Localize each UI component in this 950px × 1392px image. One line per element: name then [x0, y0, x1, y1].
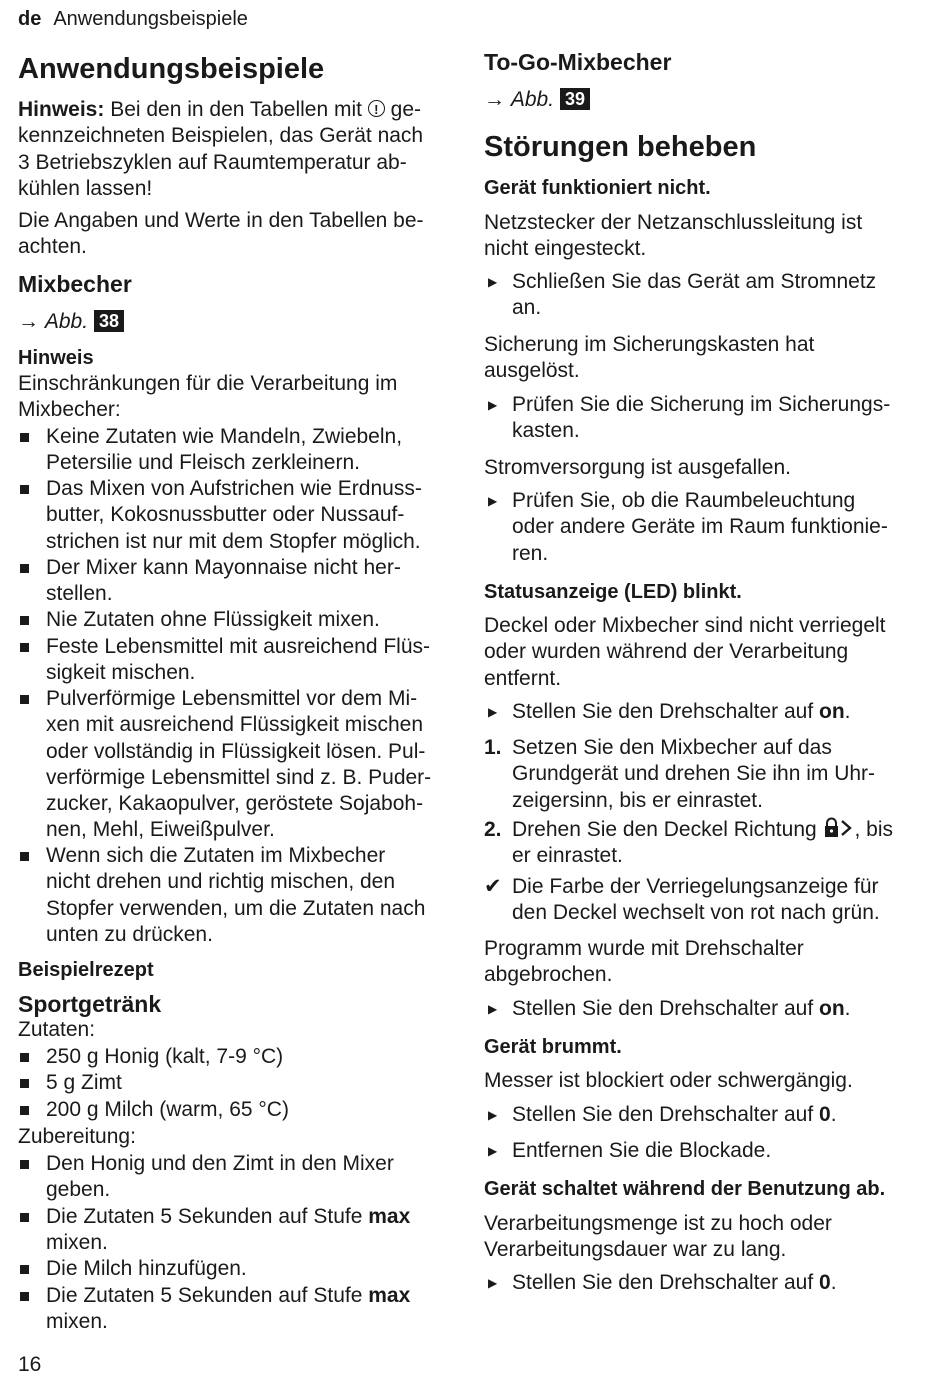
figure-number-badge: 38 [94, 310, 124, 332]
action-text: Stellen Sie den Drehschalter auf [512, 1103, 820, 1126]
list-item [18, 843, 476, 948]
list-item-text: Der Mixer kann Mayonnaise nicht her- stellen. [46, 556, 401, 606]
square-bullet-icon [20, 433, 29, 442]
action-item [484, 1270, 942, 1296]
action-text: Prüfen Sie, ob die Raumbeleuchtung oder andere Geräte im Raum funktionie- ren. [512, 489, 888, 565]
switch-setting: on [819, 997, 845, 1020]
switch-setting: on [819, 700, 845, 723]
switch-setting: 0 [819, 1271, 831, 1294]
ingredient-item [18, 1070, 476, 1096]
ingredients-label: Zutaten: [18, 1018, 96, 1041]
step-text-end: mixen. [46, 1231, 108, 1255]
numbered-step [484, 735, 942, 814]
square-bullet-icon [20, 852, 29, 861]
action-item [484, 1102, 942, 1128]
list-item [18, 424, 476, 477]
preparation-label: Zubereitung: [18, 1125, 136, 1148]
square-bullet-icon [20, 643, 29, 652]
ingredient-text: 5 g Zimt [46, 1071, 122, 1094]
triangle-bullet-icon: ▶ [488, 705, 498, 719]
result-item [484, 874, 942, 927]
square-bullet-icon [20, 1106, 29, 1115]
action-text: Schließen Sie das Gerät am Stromnetz an. [512, 270, 877, 320]
triangle-bullet-icon: ▶ [488, 1144, 498, 1158]
action-item [484, 269, 942, 322]
preparation-step [18, 1283, 476, 1336]
action-text: Stellen Sie den Drehschalter auf [512, 1271, 820, 1294]
list-item [18, 555, 476, 608]
list-item [18, 476, 476, 555]
list-item-text: Das Mixen von Aufstrichen wie Erdnuss- butter, Kokosnussbutter oder Nussauf- strichen ist nur mit dem Stopfer möglich. [46, 477, 422, 553]
step-text-end: mixen. [46, 1310, 108, 1334]
cause-text: Programm wurde mit Drehschalter abgebrochen. [484, 937, 804, 987]
ingredient-item [18, 1097, 476, 1123]
cause-text: Stromversorgung ist ausgefallen. [484, 456, 791, 479]
hinweis-heading: Hinweis [18, 347, 94, 369]
action-item [484, 488, 942, 567]
action-text-end: . [830, 1103, 837, 1126]
sport-drink-heading: Sportgetränk [18, 991, 162, 1017]
cause-text: Messer ist blockiert oder schwergängig. [484, 1069, 853, 1092]
action-text-end: . [830, 1271, 837, 1294]
step-text: Drehen Sie den Deckel Richtung [512, 818, 823, 841]
troubleshooting-heading: Störungen beheben [484, 131, 757, 163]
figure-ref-label: Abb. [44, 310, 89, 333]
square-bullet-icon [20, 616, 29, 625]
cause-text: Deckel oder Mixbecher sind nicht verriegelt oder wurden während der Verarbeitung entfernt. [484, 614, 886, 690]
language-code: de [18, 8, 42, 30]
list-item-text: Pulverförmige Lebensmittel vor dem Mi- xen mit ausreichend Flüssigkeit mischen oder vollständig in Flüssigkeit lösen. Pul- verförmige Lebensmittel sind z. B. Puder- zucker, Kakaopulver, geröstete Sojaboh- nen, Mehl, Eiweißpulver. [46, 687, 432, 842]
note-text-end: ge- [384, 98, 422, 121]
figure-reference-38 [18, 309, 124, 335]
figure-ref-label: Abb. [510, 88, 555, 111]
action-text: Prüfen Sie die Sicherung im Sicherungs- kasten. [512, 393, 891, 443]
square-bullet-icon [20, 1292, 29, 1301]
list-item-text: Wenn sich die Zutaten im Mixbecher nicht drehen und richtig mischen, den Stopfer verwenden, um die Zutaten nach unten zu drücken. [46, 844, 426, 946]
ingredient-text: 250 g Honig (kalt, 7-9 °C) [46, 1045, 284, 1068]
note-values-paragraph: Die Angaben und Werte in den Tabellen be- achten. [18, 209, 424, 259]
example-recipe-heading: Beispielrezept [18, 959, 154, 981]
cause-text: Sicherung im Sicherungskasten hat ausgelöst. [484, 333, 815, 383]
list-item-text: Keine Zutaten wie Mandeln, Zwiebeln, Petersilie und Fleisch zerkleinern. [46, 425, 403, 475]
step-text: Den Honig und den Zimt in den Mixer geben. [46, 1152, 394, 1202]
cause-text: Netzstecker der Netzanschlussleitung ist nicht eingesteckt. [484, 211, 863, 261]
page-number: 16 [18, 1353, 42, 1376]
speed-setting: max [368, 1205, 411, 1228]
note-text-lines: kennzeichneten Beispielen, das Gerät nach 3 Betriebszyklen auf Raumtemperatur ab- kühlen lassen! [18, 124, 424, 200]
triangle-bullet-icon: ▶ [488, 275, 498, 289]
problem-heading: Gerät brummt. [484, 1036, 622, 1058]
triangle-bullet-icon: ▶ [488, 1002, 498, 1016]
step-text: Die Zutaten 5 Sekunden auf Stufe [46, 1205, 369, 1228]
action-text: Stellen Sie den Drehschalter auf [512, 700, 820, 723]
square-bullet-icon [20, 1079, 29, 1088]
note-paragraph [18, 97, 478, 202]
problem-heading: Gerät funktioniert nicht. [484, 177, 711, 199]
list-item [18, 686, 476, 844]
action-item [484, 392, 942, 445]
togo-heading: To-Go-Mixbecher [484, 49, 672, 75]
speed-setting: max [368, 1284, 411, 1307]
action-text-end: . [844, 700, 851, 723]
triangle-bullet-icon: ▶ [488, 1108, 498, 1122]
step-number: 2. [484, 818, 502, 841]
square-bullet-icon [20, 1213, 29, 1222]
triangle-bullet-icon: ▶ [488, 494, 498, 508]
square-bullet-icon [20, 1265, 29, 1274]
step-text: Die Zutaten 5 Sekunden auf Stufe [46, 1284, 369, 1307]
action-text: Stellen Sie den Drehschalter auf [512, 997, 820, 1020]
list-item-text: Nie Zutaten ohne Flüssigkeit mixen. [46, 608, 380, 631]
list-item-text: Feste Lebensmittel mit ausreichend Flüs- sigkeit mischen. [46, 635, 430, 685]
step-text: Die Milch hinzufügen. [46, 1257, 247, 1280]
figure-number-badge: 39 [560, 88, 590, 110]
action-item [484, 996, 942, 1022]
numbered-step [484, 817, 942, 870]
triangle-bullet-icon: ▶ [488, 398, 498, 412]
arrow-right-icon: → [484, 88, 505, 111]
list-item [18, 634, 476, 687]
note-label: Hinweis: [18, 98, 105, 121]
action-text: Entfernen Sie die Blockade. [512, 1139, 772, 1162]
hinweis-intro: Einschränkungen für die Verarbeitung im Mixbecher: [18, 372, 398, 422]
action-item [484, 699, 942, 725]
check-icon: ✔ [484, 875, 502, 898]
mixbecher-heading: Mixbecher [18, 271, 132, 297]
problem-heading: Statusanzeige (LED) blinkt. [484, 581, 742, 603]
note-text-start: Bei den in den Tabellen mit [104, 98, 368, 121]
figure-reference-39 [484, 87, 590, 113]
page-header [18, 7, 248, 31]
square-bullet-icon [20, 485, 29, 494]
square-bullet-icon [20, 564, 29, 573]
preparation-step [18, 1204, 476, 1257]
preparation-step [18, 1151, 476, 1204]
header-section-title: Anwendungsbeispiele [53, 8, 248, 30]
triangle-bullet-icon: ▶ [488, 1276, 498, 1290]
square-bullet-icon [20, 1053, 29, 1062]
step-text-end: , bis er einrastet. [512, 818, 894, 868]
ingredient-item [18, 1044, 476, 1070]
problem-heading: Gerät schaltet während der Benutzung ab. [484, 1178, 886, 1200]
cause-text: Verarbeitungsmenge ist zu hoch oder Verarbeitungsdauer war zu lang. [484, 1212, 832, 1262]
action-text-end: . [844, 997, 851, 1020]
square-bullet-icon [20, 1160, 29, 1169]
ingredient-text: 200 g Milch (warm, 65 °C) [46, 1098, 289, 1121]
warning-icon: ! [368, 100, 385, 117]
action-item [484, 1138, 942, 1164]
result-text: Die Farbe der Verriegelungsanzeige für den Deckel wechselt von rot nach grün. [512, 875, 880, 925]
step-text: Setzen Sie den Mixbecher auf das Grundgerät und drehen Sie ihn im Uhr- zeigersinn, bis er einrastet. [512, 736, 876, 812]
square-bullet-icon [20, 695, 29, 704]
list-item [18, 607, 476, 633]
preparation-step [18, 1256, 476, 1282]
switch-setting: 0 [819, 1103, 831, 1126]
lock-arrow-icon [823, 817, 855, 839]
step-number: 1. [484, 736, 502, 759]
page-title: Anwendungsbeispiele [18, 53, 325, 85]
arrow-right-icon: → [18, 310, 39, 333]
